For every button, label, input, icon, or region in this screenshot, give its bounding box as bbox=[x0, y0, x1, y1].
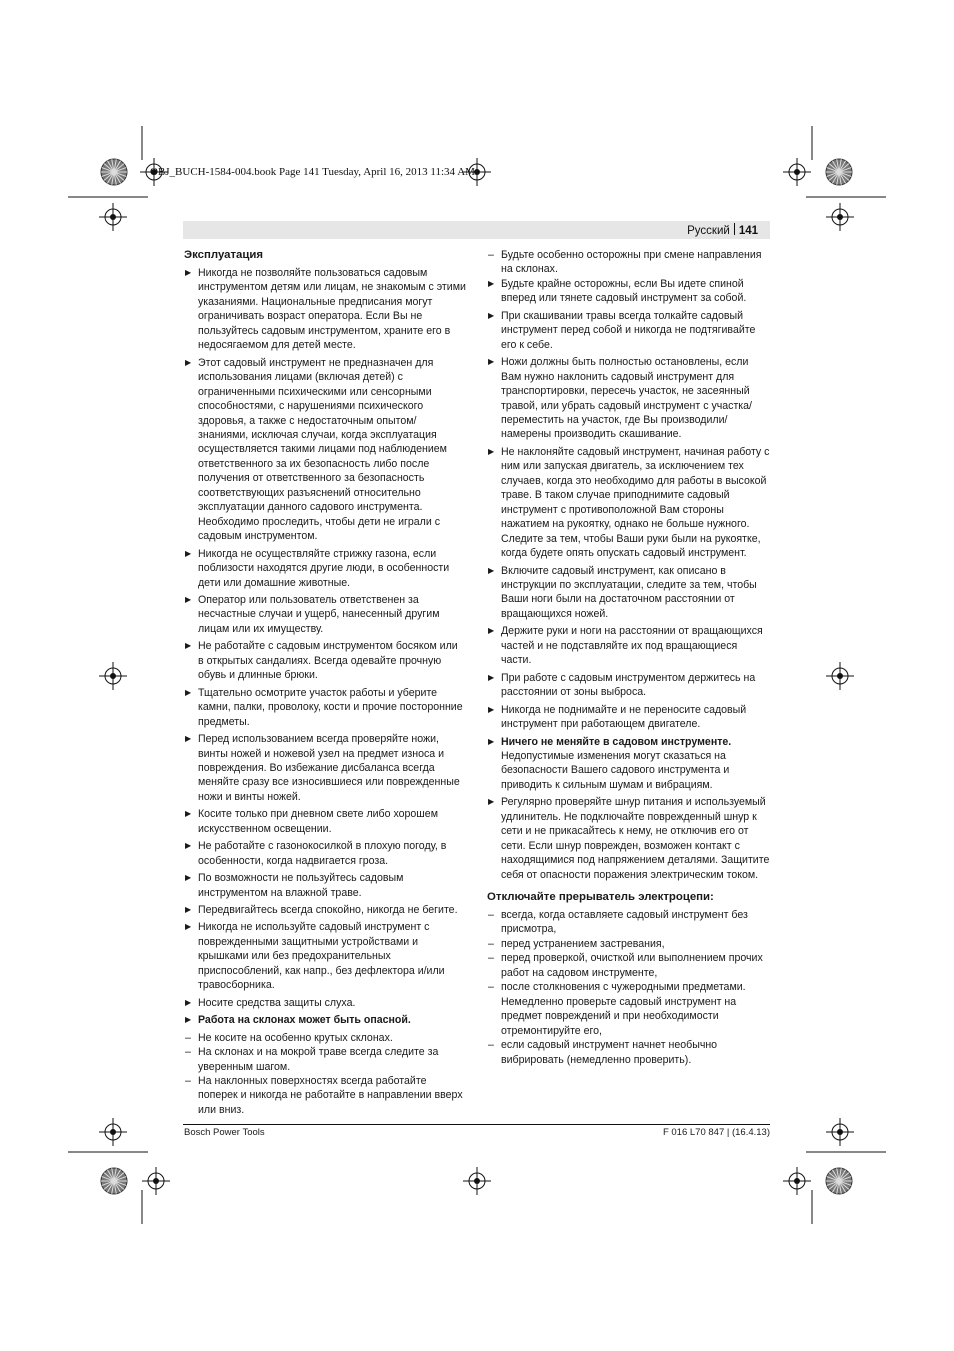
page-number: 141 bbox=[738, 225, 758, 237]
dash-item: – перед устранением застревания, bbox=[487, 937, 770, 951]
bullet-item bbox=[487, 277, 770, 306]
bullet-item bbox=[184, 639, 466, 682]
dash-item: – если садовый инструмент начнет необычно вибрировать (немедленно проверить). bbox=[487, 1038, 770, 1067]
bullet-item bbox=[487, 671, 770, 700]
bullet-text: Не работайте с садовым инструментом босяком или в открытых сандалиях. Всегда одевайте прочную обувь и длинные брюки. bbox=[198, 640, 458, 682]
bullet-text: Никогда не используйте садовый инструмент с поврежденными защитными устройствами и крышками или без предохранительных приспособлений, как напр., без дефлектора и/или травосборника. bbox=[198, 921, 445, 992]
right-list bbox=[487, 248, 770, 882]
bullet-text: Не работайте с газонокосилкой в плохую погоду, в особенности, когда надвигается гроза. bbox=[198, 840, 447, 867]
bullet-text: При скашивании травы всегда толкайте садовый инструмент перед собой и никогда не подтягивайте его к себе. bbox=[501, 309, 756, 351]
dash-item: – На склонах и на мокрой траве всегда следите за уверенным шагом. bbox=[184, 1045, 466, 1074]
bullet-item bbox=[184, 547, 466, 590]
bullet-item bbox=[184, 807, 466, 836]
subheading: Отключайте прерыватель электроцепи: bbox=[487, 891, 714, 904]
bullet-item bbox=[184, 732, 466, 804]
bullet-text: Никогда не позволяйте пользоваться садовым инструментом детям или лицам, не знакомым с этими указаниями. Национальные предписания могут ограничивать возраст оператора. Если Вы не пользуйтесь садовым инструментом, храните его в недосягаемом для детей месте. bbox=[198, 267, 466, 352]
dash-item: – всегда, когда оставляете садовый инструмент без присмотра, bbox=[487, 908, 770, 937]
bullet-item: ▶ Работа на склонах может быть опасной. bbox=[184, 1013, 466, 1027]
bullet-text: Не наклоняйте садовый инструмент, начиная работу с ним или запуская двигатель, за исключением тех случаев, когда это необходимо для работы в высокой траве. В таком случае приподнимите садовый инструмент с противоположной Вам стороны нажатием на рукоятку, однако не больше нужного. Следите за тем, чтобы Ваши руки были на рукоятке, когда будете опять опускать садовый инструмент. bbox=[501, 445, 770, 560]
footer-rule bbox=[183, 1124, 770, 1125]
bullet-item bbox=[487, 735, 770, 793]
bullet-text: Носите средства защиты слуха. bbox=[198, 996, 356, 1009]
right-dash-list bbox=[487, 908, 770, 1067]
bullet-item bbox=[487, 564, 770, 622]
right-column bbox=[487, 248, 770, 1067]
print-info-line: OBJ_BUCH-1584-004.book Page 141 Tuesday, April 16, 2013 11:34 AM bbox=[150, 166, 475, 178]
dash-item: – перед проверкой, очисткой или выполнением прочих работ на садовом инструменте, bbox=[487, 951, 770, 980]
bullet-text: При работе с садовым инструментом держитесь на расстоянии от зоны выброса. bbox=[501, 671, 756, 699]
bullet-item bbox=[184, 593, 466, 636]
bullet-item bbox=[487, 309, 770, 352]
bullet-item bbox=[487, 445, 770, 561]
bullet-item bbox=[184, 871, 466, 900]
bullet-item bbox=[184, 903, 466, 917]
bullet-text: Ножи должны быть полностью остановлены, если Вам нужно наклонить садовый инструмент для транспортировки, пересечь участок, не засеянный травой, или убрать садовый инструмент с участка/переместить на участок, где Вы производили/намерены производить скашивание. bbox=[501, 356, 753, 441]
bullet-item bbox=[487, 703, 770, 732]
bullet-text: Передвигайтесь всегда спокойно, никогда не бегите. bbox=[198, 904, 458, 917]
bullet-text: Оператор или пользователь ответственен за несчастные случаи и ущерб, нанесенный другим лицам или их имуществу. bbox=[198, 593, 440, 635]
header-bar bbox=[183, 221, 770, 239]
footer-code: F 016 L70 847 | (16.4.13) bbox=[662, 1127, 770, 1138]
dash-item: – Не косите на особенно крутых склонах. bbox=[184, 1031, 466, 1045]
bullet-text: По возможности не пользуйтесь садовым инструментом на влажной траве. bbox=[198, 872, 404, 899]
bullet-text: Этот садовый инструмент не предназначен для использования лицами (включая детей) с ограниченными психическими или сенсорными способностями, с нарушениями психического здоровья, а также с недостаточным опытом/знаниями, исключая случаи, когда эксплуатация осуществляется такими лицами под наблюдением ответственного за их безопасность либо после получения от ответственного за безопасность соответствующих разъяснений относительно эксплуатации данного садового инструмента. bbox=[198, 356, 447, 514]
bullet-item bbox=[487, 624, 770, 667]
header-language: Русский bbox=[687, 225, 730, 237]
bullet-text: Никогда не поднимайте и не переносите садовый инструмент при работающем двигателе. bbox=[501, 703, 747, 731]
bullet-text: Косите только при дневном свете либо хорошем искусственном освещении. bbox=[198, 808, 438, 835]
section-heading: Эксплуатация bbox=[184, 249, 264, 261]
dash-item: – после столкновения с чужеродными предметами. Немедленно проверьте садовый инструмент на предмет повреждений и при необходимости отремонтируйте его, bbox=[487, 980, 770, 1038]
bullet-text: Будьте крайне осторожны, если Вы идете спиной вперед или тянете садовый инструмент за собой. bbox=[501, 277, 747, 305]
dash-item: – Будьте особенно осторожны при смене направления на склонах. bbox=[487, 248, 770, 277]
bullet-text: Тщательно осмотрите участок работы и уберите камни, палки, проволоку, кости и прочие посторонние предметы. bbox=[198, 686, 463, 728]
bullet-text: Включите садовый инструмент, как описано в инструкции по эксплуатации, следите за тем, чтобы Ваши ноги были на достаточном расстоянии от вращающихся ножей. bbox=[501, 564, 757, 620]
bullet-text: Перед использованием всегда проверяйте ножи, винты ножей и ножевой узел на предмет износа и повреждения. Во избежание дисбаланса всегда меняйте сразу все износившиеся или поврежденные ножи и винты ножей. bbox=[198, 733, 460, 803]
page-header bbox=[687, 223, 758, 237]
bullet-item bbox=[184, 839, 466, 868]
bullet-item bbox=[184, 686, 466, 729]
bullet-item bbox=[184, 920, 466, 992]
bullet-text: Недопустимые изменения могут сказаться на безопасности Вашего садового инструмента и приводить к сильным шумам и вибрациям. bbox=[501, 749, 730, 791]
left-column bbox=[184, 248, 466, 1117]
bullet-item bbox=[184, 266, 466, 353]
bullet-text: Держите руки и ноги на расстоянии от вращающихся частей и не подставляйте их под вращающиеся части. bbox=[501, 625, 763, 667]
bullet-extra-text: Необходимо проследить, чтобы дети не играли с садовым инструментом. bbox=[198, 515, 441, 543]
dash-item: – На наклонных поверхностях всегда работайте поперек и никогда не работайте в направлении вверх или вниз. bbox=[184, 1074, 466, 1117]
bullet-item bbox=[184, 996, 466, 1010]
bullet-text: Регулярно проверяйте шнур питания и используемый удлинитель. Не подключайте поврежденный шнур к сети и не прикасайтесь к нему, не отключив его от сети. Если шнур поврежден, возможен контакт с находящимися под напряжением деталями. Защитите себя от опасности поражения электрическим током. bbox=[501, 796, 770, 881]
bullet-text: Никогда не осуществляйте стрижку газона, если поблизости находятся другие люди, в особенности дети или домашние животные. bbox=[198, 547, 450, 589]
bullet-item bbox=[184, 356, 466, 544]
bullet-item bbox=[487, 355, 770, 442]
header-separator bbox=[734, 223, 735, 235]
bullet-item bbox=[487, 795, 770, 882]
left-list bbox=[184, 266, 466, 1117]
footer-brand: Bosch Power Tools bbox=[184, 1127, 265, 1138]
bullet-bold-text: Ничего не меняйте в садовом инструменте. bbox=[501, 735, 732, 748]
